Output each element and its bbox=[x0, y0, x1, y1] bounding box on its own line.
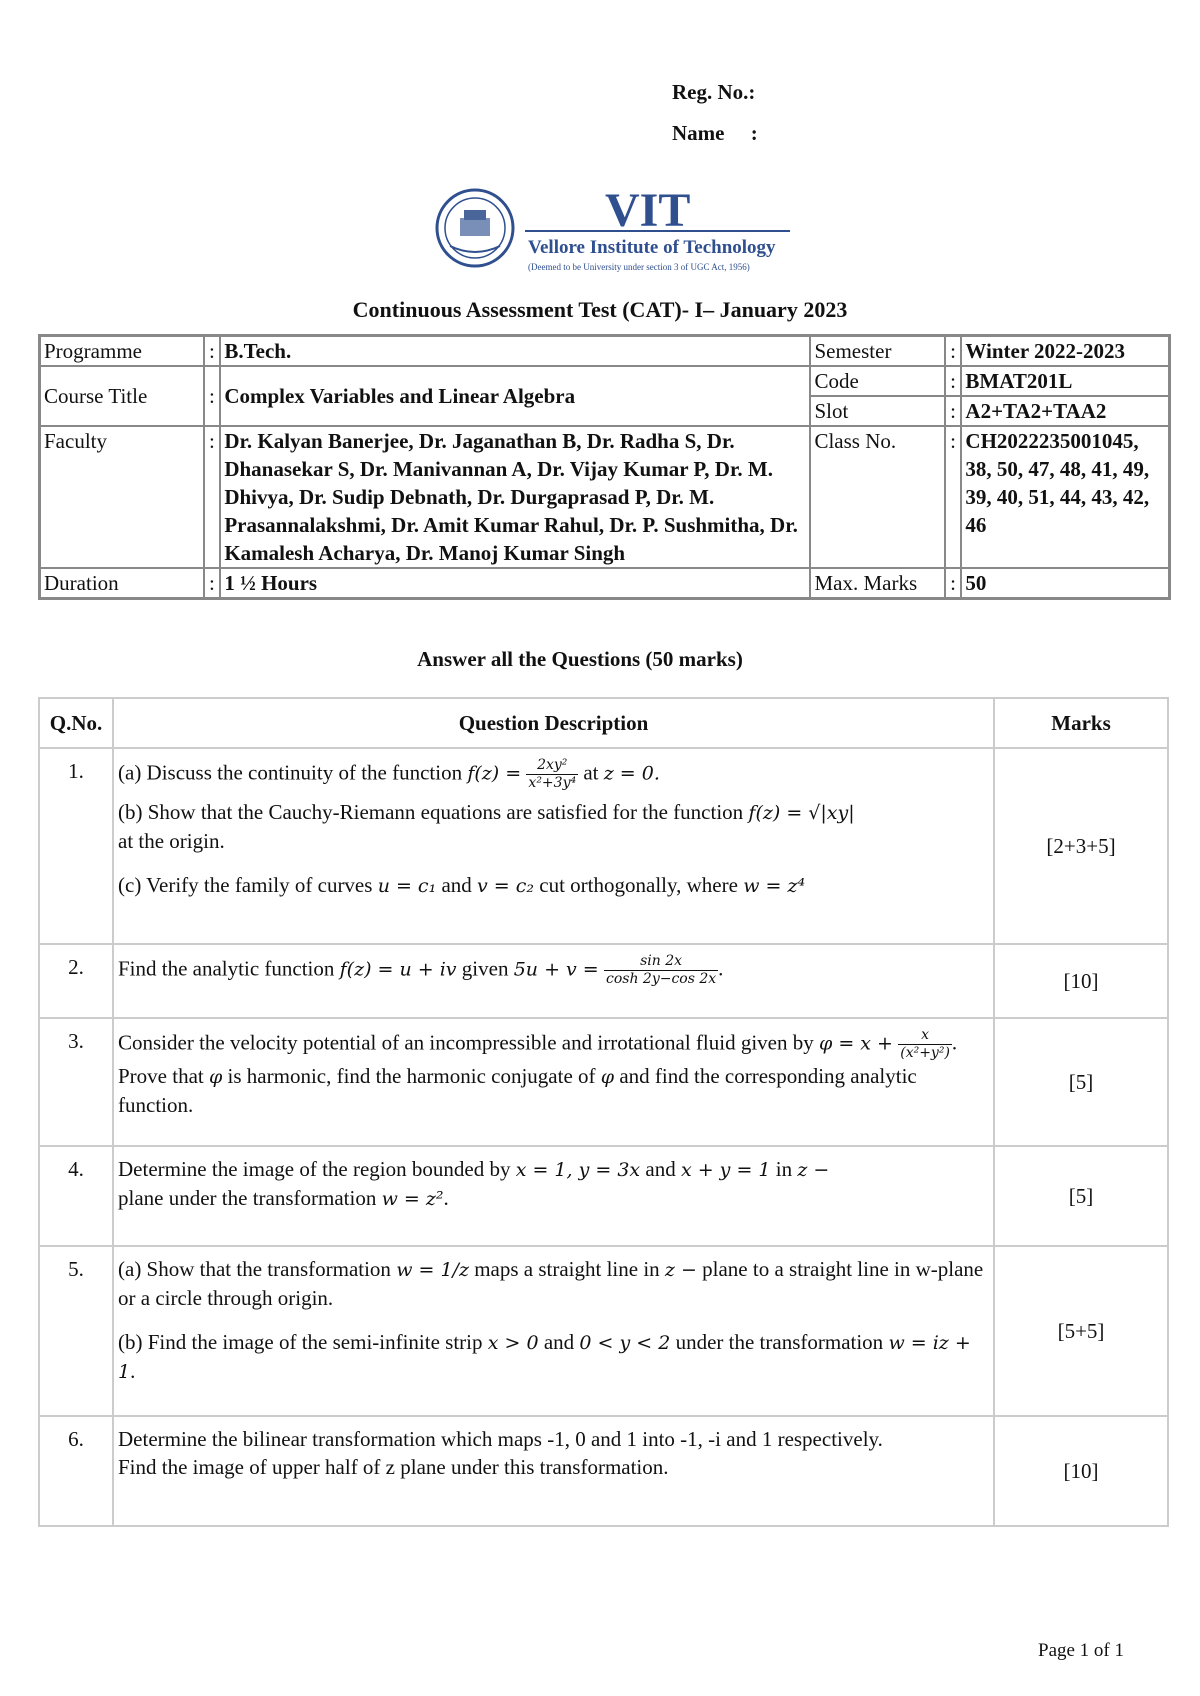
text: (a) Show that the transformation bbox=[118, 1257, 397, 1281]
question-description bbox=[113, 944, 994, 1018]
class-no-label: Class No. bbox=[810, 426, 944, 568]
qno: 1. bbox=[39, 748, 113, 944]
logo-note: (Deemed to be University under section 3 of UGC Act, 1956) bbox=[528, 262, 750, 272]
denominator: (x²+y²) bbox=[900, 1045, 950, 1061]
math: w = z⁴ bbox=[743, 875, 806, 897]
math: z = 0. bbox=[603, 762, 660, 785]
programme-label: Programme bbox=[40, 336, 204, 367]
faculty-value: Dr. Kalyan Banerjee, Dr. Jaganathan B, Dr. Radha S, Dr. Dhanasekar S, Dr. Manivannan A, Dr. Vijay Kumar P, Dr. M. Dhivya, Dr. Sudip Debnath, Dr. Durgaprasad P, Dr. M. Prasannalakshmi, Dr. Amit Kumar Rahul, Dr. P. Sushmitha, Dr. Kamalesh Acharya, Dr. Manoj Kumar Singh bbox=[220, 426, 810, 568]
question-description bbox=[113, 1416, 994, 1526]
text: is harmonic, find the harmonic conjugate of bbox=[222, 1064, 601, 1088]
max-marks-value: 50 bbox=[961, 568, 1169, 599]
text: and bbox=[441, 873, 478, 897]
math: 0 < y < 2 bbox=[579, 1332, 671, 1354]
question-text: Find the image of upper half of z plane under this transformation. bbox=[118, 1455, 669, 1479]
text: . Prove that bbox=[118, 1030, 958, 1088]
question-description bbox=[113, 748, 994, 944]
math: z − bbox=[797, 1159, 830, 1181]
colon: : bbox=[204, 426, 221, 568]
text: under the transformation bbox=[675, 1330, 889, 1354]
text: (b) Find the image of the semi-infinite strip bbox=[118, 1330, 488, 1354]
marks: [10] bbox=[994, 1416, 1168, 1526]
test-title: Continuous Assessment Test (CAT)- I– January 2023 bbox=[352, 297, 848, 322]
math: v = c₂ bbox=[477, 875, 535, 897]
text: in bbox=[775, 1157, 798, 1181]
denominator: cosh 2y−cos 2x bbox=[605, 971, 717, 987]
numerator: 2xy² bbox=[526, 757, 578, 775]
math: x = 1, y = 3x bbox=[515, 1159, 641, 1181]
fraction bbox=[898, 1027, 952, 1062]
colon: : bbox=[945, 396, 962, 426]
text: and bbox=[645, 1157, 681, 1181]
math: f(z) = u + iv bbox=[339, 958, 457, 981]
math: x + y = 1 bbox=[680, 1159, 771, 1181]
text: . bbox=[130, 1359, 136, 1383]
header-qno: Q.No. bbox=[39, 698, 113, 748]
class-no-value: CH2022235001045, 38, 50, 47, 48, 41, 49, 39, 40, 51, 44, 43, 42, 46 bbox=[961, 426, 1169, 568]
colon: : bbox=[945, 366, 962, 396]
text: and find the corresponding analytic function. bbox=[118, 1064, 917, 1117]
marks: [5] bbox=[994, 1146, 1168, 1246]
answer-heading: Answer all the Questions (50 marks) bbox=[417, 647, 743, 671]
logo-subtitle: Vellore Institute of Technology bbox=[528, 237, 776, 258]
math: x > 0 bbox=[487, 1332, 539, 1354]
text: given bbox=[461, 956, 514, 981]
math: z − bbox=[664, 1259, 697, 1281]
text: Determine the image of the region bounded by bbox=[118, 1157, 516, 1181]
info-row-faculty bbox=[40, 426, 1170, 568]
question-description bbox=[113, 1018, 994, 1146]
question-description bbox=[113, 1246, 994, 1416]
qno: 3. bbox=[39, 1018, 113, 1146]
marks: [5+5] bbox=[994, 1246, 1168, 1416]
math: φ bbox=[600, 1066, 615, 1088]
denominator: x²+3y⁴ bbox=[528, 775, 577, 791]
code-label: Code bbox=[810, 366, 944, 396]
math: w = z² bbox=[381, 1188, 444, 1210]
text: plane to a straight line in w-plane or a circle through origin. bbox=[118, 1257, 984, 1310]
logo-text: VIT bbox=[605, 184, 691, 237]
info-row-duration bbox=[40, 568, 1170, 599]
math: u = c₁ bbox=[377, 875, 437, 897]
math: w = iz + 1 bbox=[118, 1332, 971, 1383]
question-row-2 bbox=[39, 944, 1168, 1018]
text: at the origin. bbox=[118, 829, 225, 853]
course-info-table bbox=[38, 334, 1171, 600]
question-row-6 bbox=[39, 1416, 1168, 1526]
course-title-value: Complex Variables and Linear Algebra bbox=[220, 366, 810, 426]
fraction bbox=[526, 757, 578, 792]
duration-label: Duration bbox=[40, 568, 204, 599]
question-part-a bbox=[118, 757, 989, 792]
fraction bbox=[604, 953, 718, 988]
text: cut orthogonally, where bbox=[539, 873, 744, 897]
colon: : bbox=[204, 336, 221, 367]
question-row-1 bbox=[39, 748, 1168, 944]
question-row-3 bbox=[39, 1018, 1168, 1146]
marks: [5] bbox=[994, 1018, 1168, 1146]
text: Consider the velocity potential of an incompressible and irrotational fluid given by bbox=[118, 1030, 819, 1055]
marks: [2+3+5] bbox=[994, 748, 1168, 944]
questions-header-row bbox=[39, 698, 1168, 748]
questions-table bbox=[38, 697, 1169, 1527]
math: f(z) = bbox=[467, 762, 522, 785]
slot-value: A2+TA2+TAA2 bbox=[961, 396, 1169, 426]
text: at bbox=[583, 760, 604, 785]
text: and bbox=[543, 1330, 580, 1354]
vit-logo bbox=[430, 178, 790, 278]
course-title-label: Course Title bbox=[40, 366, 204, 426]
colon: : bbox=[945, 426, 962, 568]
code-value: BMAT201L bbox=[961, 366, 1169, 396]
numerator: x bbox=[898, 1027, 952, 1045]
header-marks: Marks bbox=[994, 698, 1168, 748]
colon: : bbox=[204, 366, 221, 426]
text: plane under the transformation bbox=[118, 1186, 382, 1210]
text: . bbox=[718, 956, 724, 981]
math: f(z) = √|xy| bbox=[748, 802, 855, 824]
question-row-5 bbox=[39, 1246, 1168, 1416]
semester-value: Winter 2022-2023 bbox=[961, 336, 1169, 367]
page-number: Page 1 of 1 bbox=[1038, 1640, 1125, 1661]
question-part-c bbox=[118, 871, 989, 900]
numerator: sin 2x bbox=[604, 953, 718, 971]
info-row-course bbox=[40, 366, 1170, 396]
colon: : bbox=[204, 568, 221, 599]
marks: [10] bbox=[994, 944, 1168, 1018]
header-description: Question Description bbox=[113, 698, 994, 748]
reg-no-label: Reg. No.: bbox=[672, 80, 756, 104]
info-row-programme bbox=[40, 336, 1170, 367]
text: (c) Verify the family of curves bbox=[118, 873, 378, 897]
question-part-b bbox=[118, 798, 989, 855]
text: maps a straight line in bbox=[474, 1257, 665, 1281]
math: w = 1/z bbox=[396, 1259, 469, 1281]
qno: 2. bbox=[39, 944, 113, 1018]
qno: 4. bbox=[39, 1146, 113, 1246]
qno: 6. bbox=[39, 1416, 113, 1526]
question-description bbox=[113, 1146, 994, 1246]
programme-value: B.Tech. bbox=[220, 336, 810, 367]
math: 5u + v = bbox=[513, 958, 599, 981]
max-marks-label: Max. Marks bbox=[810, 568, 944, 599]
math: φ = x + bbox=[819, 1032, 893, 1055]
question-part-a bbox=[118, 1255, 989, 1312]
text: Find the analytic function bbox=[118, 956, 340, 981]
qno: 5. bbox=[39, 1246, 113, 1416]
duration-value: 1 ½ Hours bbox=[220, 568, 810, 599]
slot-label: Slot bbox=[810, 396, 944, 426]
question-row-4 bbox=[39, 1146, 1168, 1246]
name-label: Name : bbox=[672, 121, 758, 145]
vit-logo-graphic bbox=[430, 178, 790, 278]
colon: : bbox=[945, 336, 962, 367]
question-part-b bbox=[118, 1328, 989, 1386]
faculty-label: Faculty bbox=[40, 426, 204, 568]
math: φ bbox=[208, 1066, 223, 1088]
colon: : bbox=[945, 568, 962, 599]
question-text: Determine the bilinear transformation which maps -1, 0 and 1 into -1, -i and 1 respectively. bbox=[118, 1427, 883, 1451]
text: (b) Show that the Cauchy-Riemann equations are satisfied for the function bbox=[118, 800, 749, 824]
text: . bbox=[443, 1186, 449, 1210]
semester-label: Semester bbox=[810, 336, 944, 367]
text: (a) Discuss the continuity of the function bbox=[118, 760, 468, 785]
